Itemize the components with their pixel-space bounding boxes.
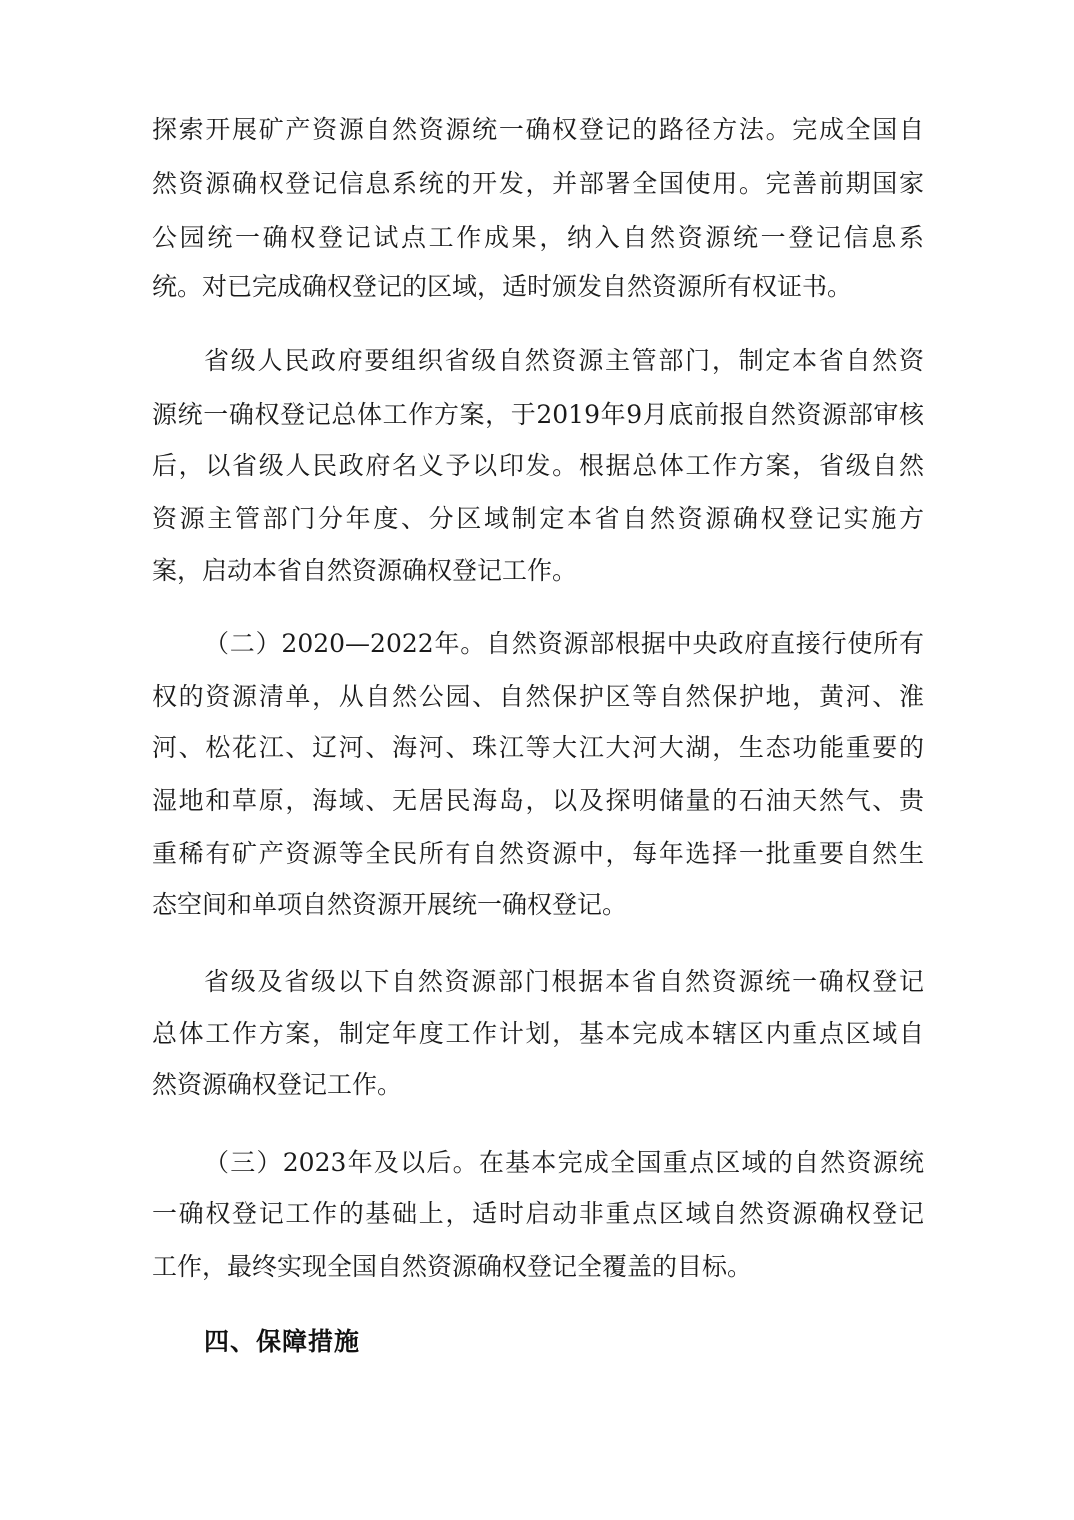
paragraph-1-line-1: 探索开展矿产资源自然资源统一确权登记的路径方法。完成全国自 [152, 115, 924, 144]
paragraph-4-line-2: 总体工作方案，制定年度工作计划，基本完成本辖区内重点区域自 [152, 1019, 924, 1048]
paragraph-4-line-1: 省级及省级以下自然资源部门根据本省自然资源统一确权登记 [204, 967, 924, 996]
paragraph-5-line-2: 一确权登记工作的基础上，适时启动非重点区域自然资源确权登记 [152, 1199, 924, 1228]
paragraph-3-line-2: 权的资源清单，从自然公园、自然保护区等自然保护地，黄河、淮 [152, 682, 924, 711]
paragraph-2-line-5: 案，启动本省自然资源确权登记工作。 [152, 556, 578, 585]
paragraph-1-line-4: 统。对已完成确权登记的区域，适时颁发自然资源所有权证书。 [152, 272, 853, 301]
paragraph-3-line-5: 重稀有矿产资源等全民所有自然资源中，每年选择一批重要自然生 [152, 839, 924, 868]
paragraph-3-line-6: 态空间和单项自然资源开展统一确权登记。 [152, 890, 628, 919]
paragraph-2-line-3: 后，以省级人民政府名义予以印发。根据总体工作方案，省级自然 [152, 451, 924, 480]
paragraph-3-line-3: 河、松花江、辽河、海河、珠江等大江大河大湖，生态功能重要的 [152, 733, 924, 762]
paragraph-4-line-3: 然资源确权登记工作。 [152, 1070, 403, 1099]
paragraph-2-line-2: 源统一确权登记总体工作方案，于2019年9月底前报自然资源部审核 [152, 400, 924, 429]
paragraph-1-line-2: 然资源确权登记信息系统的开发，并部署全国使用。完善前期国家 [152, 169, 924, 198]
paragraph-5-line-1: （三）2023年及以后。在基本完成全国重点区域的自然资源统 [204, 1148, 924, 1177]
paragraph-3-line-1: （二）2020—2022年。自然资源部根据中央政府直接行使所有 [204, 629, 924, 658]
paragraph-2-line-4: 资源主管部门分年度、分区域制定本省自然资源确权登记实施方 [152, 504, 924, 533]
paragraph-5-line-3: 工作，最终实现全国自然资源确权登记全覆盖的目标。 [152, 1252, 753, 1281]
paragraph-2-line-1: 省级人民政府要组织省级自然资源主管部门，制定本省自然资 [204, 346, 924, 375]
section-heading: 四、保障措施 [204, 1327, 361, 1356]
paragraph-3-line-4: 湿地和草原，海域、无居民海岛，以及探明储量的石油天然气、贵 [152, 786, 924, 815]
paragraph-1-line-3: 公园统一确权登记试点工作成果，纳入自然资源统一登记信息系 [152, 223, 924, 252]
